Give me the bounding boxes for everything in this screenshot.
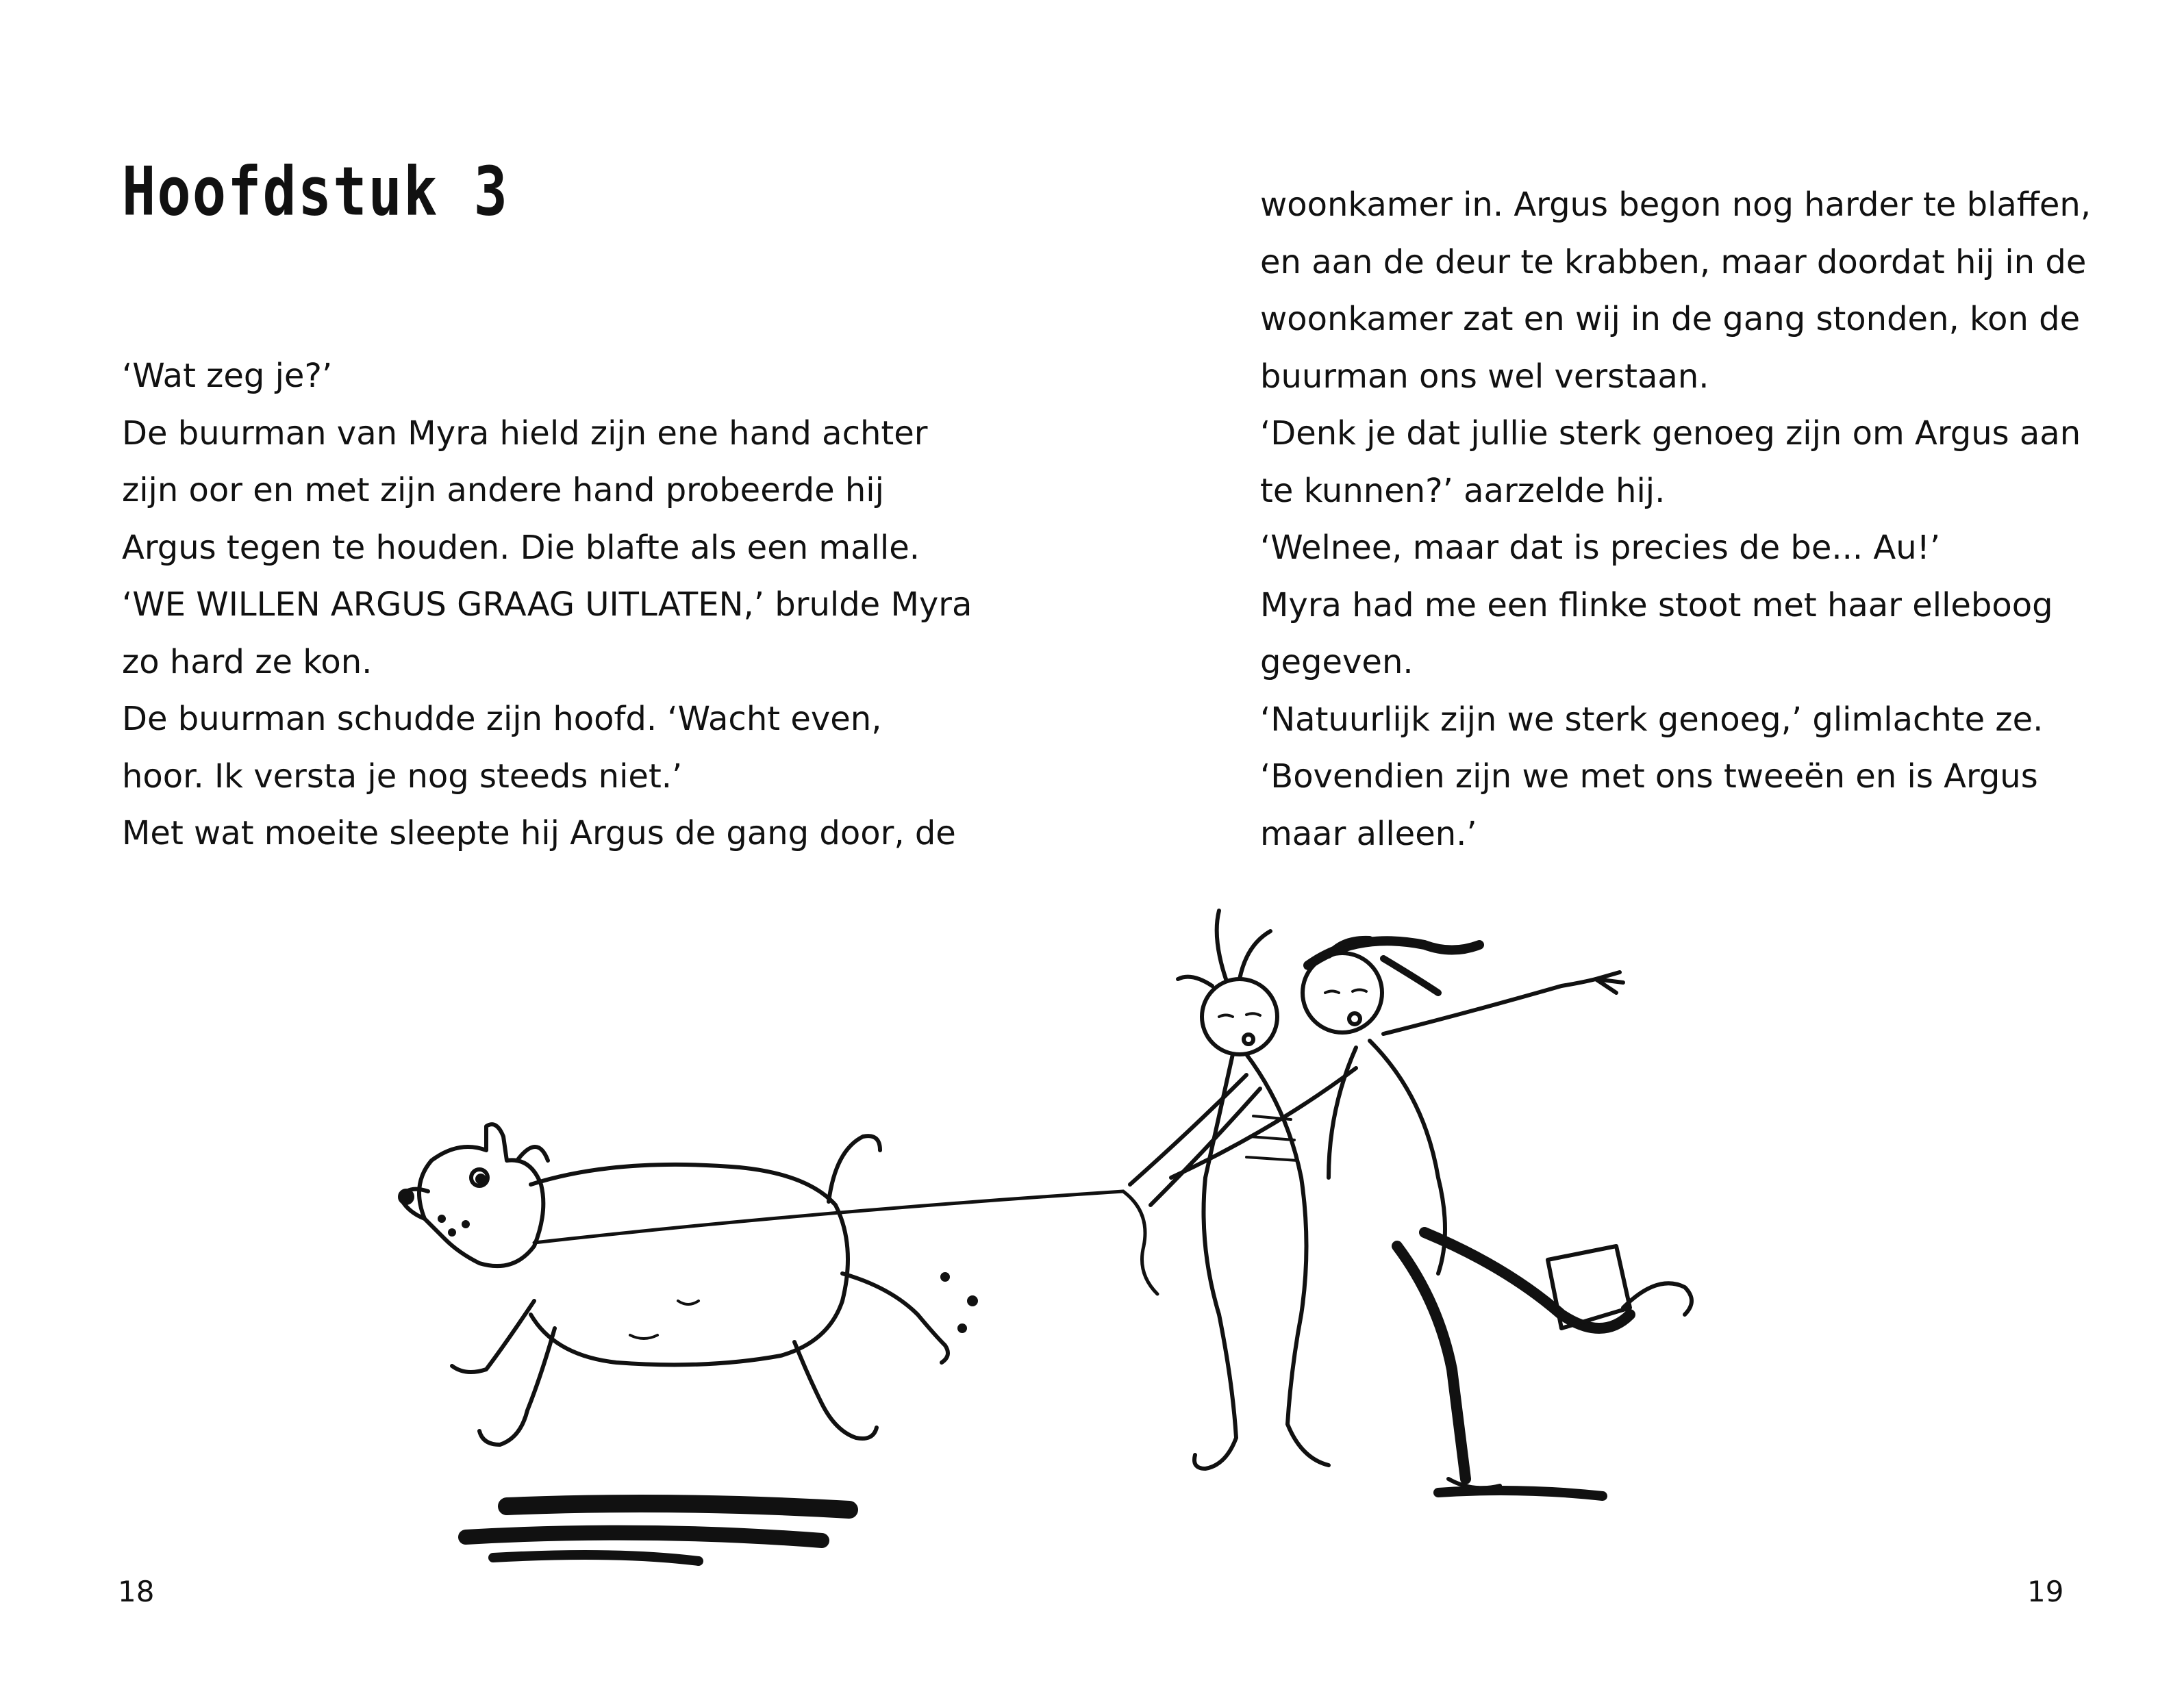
leash-loop (1123, 1191, 1157, 1294)
text-line: zijn oor en met zijn andere hand probeerde hij (122, 471, 884, 509)
page-number-right: 19 (2027, 1575, 2064, 1608)
text-line: gegeven. (1260, 643, 1414, 681)
dog-drawing (400, 1124, 976, 1445)
left-page-text (122, 348, 971, 863)
text-line: en aan de deur te krabben, maar doordat hij in de (1260, 242, 2087, 281)
page-number-left: 18 (118, 1575, 155, 1608)
text-line: De buurman schudde zijn hoofd. ‘Wacht even, (122, 700, 882, 738)
text-line: ‘Denk je dat jullie sterk genoeg zijn om Argus aan (1260, 414, 2081, 453)
girl-front-drawing (1130, 911, 1329, 1469)
text-line: ‘Natuurlijk zijn we sterk genoeg,’ glimlachte ze. (1260, 700, 2044, 739)
text-line: woonkamer in. Argus begon nog harder te blaffen, (1260, 186, 2092, 224)
chapter-title: Hoofdstuk 3 (122, 153, 510, 231)
text-line: De buurman van Myra hield zijn ene hand achter (122, 414, 928, 453)
text-line: buurman ons wel verstaan. (1260, 357, 1709, 396)
text-line: zo hard ze kon. (122, 642, 373, 681)
ground-shadow (466, 1491, 1603, 1561)
text-line: woonkamer zat en wij in de gang stonden, kon de (1260, 300, 2081, 338)
text-line: ‘Bovendien zijn we met ons tweeën en is Argus (1260, 757, 2038, 796)
right-page-text (1260, 177, 2103, 863)
text-line: ‘WE WILLEN ARGUS GRAAG UITLATEN,’ brulde Myra (122, 585, 972, 624)
dog-and-girls-illustration (260, 890, 1835, 1575)
text-line: Myra had me een flinke stoot met haar elleboog (1260, 585, 2053, 624)
text-line: Argus tegen te houden. Die blafte als een malle. (122, 528, 920, 567)
girl-back-drawing (1171, 939, 1692, 1488)
text-line: hoor. Ik versta je nog steeds niet.’ (122, 757, 683, 796)
text-line: maar alleen.’ (1260, 814, 1477, 853)
text-line: te kunnen?’ aarzelde hij. (1260, 471, 1666, 510)
text-line: Met wat moeite sleepte hij Argus de gang door, de (122, 814, 956, 852)
text-line: ‘Welnee, maar dat is precies de be... Au!’ (1260, 529, 1941, 567)
text-line: ‘Wat zeg je?’ (122, 357, 333, 395)
